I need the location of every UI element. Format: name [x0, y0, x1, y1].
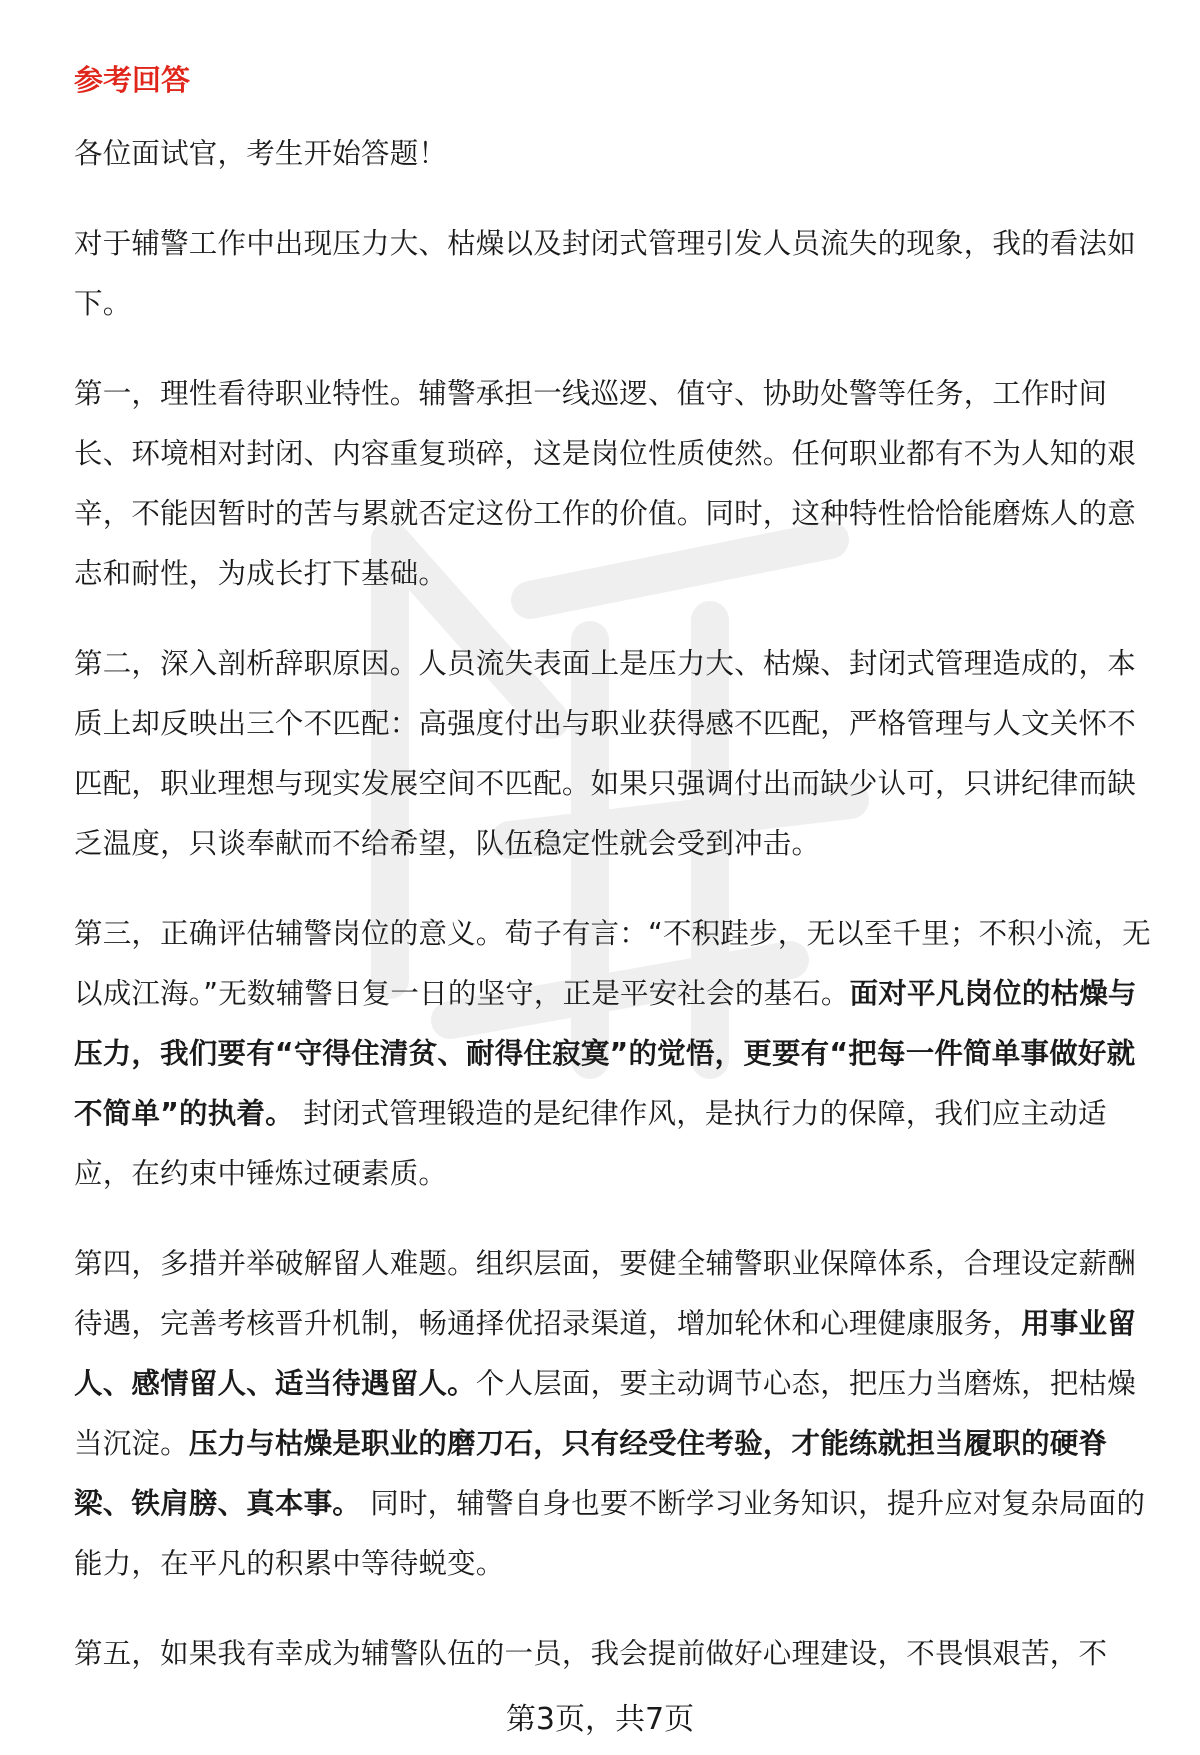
point-four-text-middle: 个人层面，要主动调节心态，把压力当磨炼，把枯燥当沉淀。 [74, 1367, 1136, 1460]
document-body [74, 52, 1154, 1714]
point-four-paragraph [74, 1234, 1154, 1594]
intro-paragraph: 对于辅警工作中出现压力大、枯燥以及封闭式管理引发人员流失的现象，我的看法如下。 [74, 227, 1136, 320]
point-four-emphasis-1: 用事业留人、感情留人、适当待遇留人。 [74, 1307, 1136, 1400]
point-three-emphasis: 面对平凡岗位的枯燥与压力，我们要有“守得住清贫、耐得住寂寞”的觉悟，更要有“把每一件简单事做好就不简单”的执着。 [74, 977, 1137, 1130]
answer-heading: 参考回答 [74, 63, 191, 97]
point-four-text: 第四，多措并举破解留人难题。组织层面，要健全辅警职业保障体系，合理设定薪酬待遇，完善考核晋升机制，畅通择优招录渠道，增加轮休和心理健康服务， [74, 1247, 1136, 1340]
point-two-paragraph: 第二，深入剖析辞职原因。人员流失表面上是压力大、枯燥、封闭式管理造成的，本质上却反映出三个不匹配：高强度付出与职业获得感不匹配，严格管理与人文关怀不匹配，职业理想与现实发展空间不匹配。如果只强调付出而缺少认可，只讲纪律而缺乏温度，只谈奉献而不给希望，队伍稳定性就会受到冲击。 [74, 647, 1136, 860]
point-three-paragraph [74, 904, 1154, 1204]
greeting-paragraph: 各位面试官，考生开始答题！ [74, 137, 448, 170]
point-four-text-end: 同时，辅警自身也要不断学习业务知识，提升应对复杂局面的能力，在平凡的积累中等待蜕变。 [74, 1487, 1146, 1580]
point-four-emphasis-2: 压力与枯燥是职业的磨刀石，只有经受住考验，才能练就担当履职的硬脊梁、铁肩膀、真本事。 [74, 1427, 1108, 1520]
point-one-paragraph: 第一，理性看待职业特性。辅警承担一线巡逻、值守、协助处警等任务，工作时间长、环境相对封闭、内容重复琐碎，这是岗位性质使然。任何职业都有不为人知的艰辛，不能因暂时的苦与累就否定这份工作的价值。同时，这种特性恰恰能磨炼人的意志和耐性，为成长打下基础。 [74, 377, 1136, 590]
point-three-text: 第三，正确评估辅警岗位的意义。荀子有言：“不积跬步，无以至千里；不积小流，无以成江海。”无数辅警日复一日的坚守，正是平安社会的基石。 [74, 917, 1151, 1010]
page-number: 第3页，共7页 [505, 1702, 695, 1737]
point-three-text-end: 封闭式管理锻造的是纪律作风，是执行力的保障，我们应主动适应，在约束中锤炼过硬素质。 [74, 1097, 1107, 1190]
point-five-paragraph: 第五，如果我有幸成为辅警队伍的一员，我会提前做好心理建设，不畏惧艰苦，不 [74, 1637, 1108, 1670]
